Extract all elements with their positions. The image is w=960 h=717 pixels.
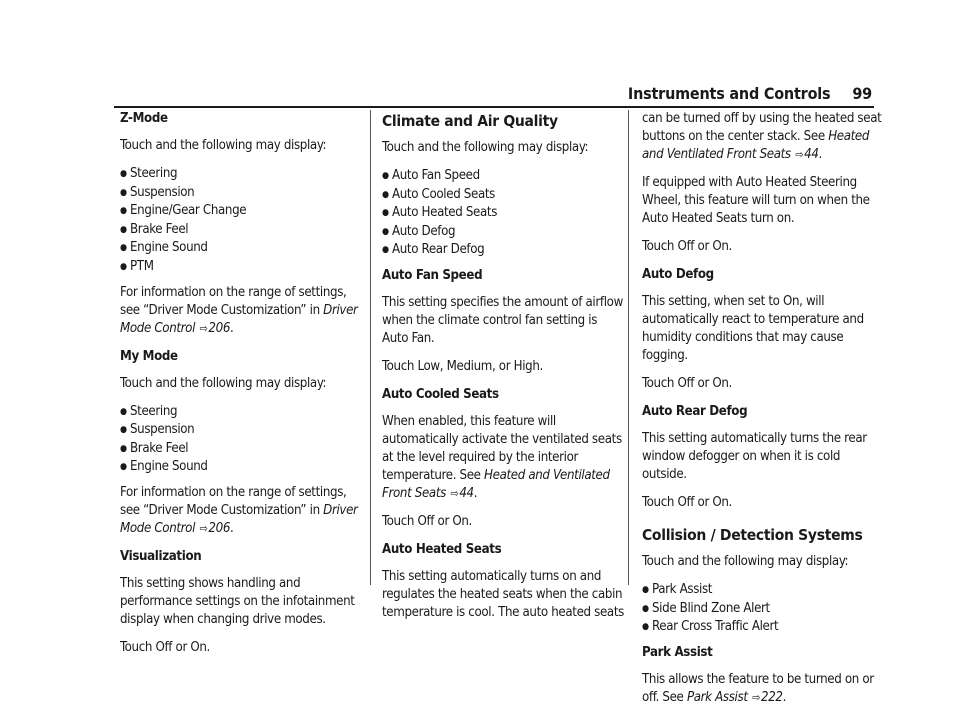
defog-touch: Touch Off or On.: [642, 376, 732, 391]
mymode-info-link[interactable]: Driver Mode Control: [120, 503, 358, 536]
climate-intro: Touch and the following may display:: [382, 140, 589, 155]
list-item: ● Auto Defog: [382, 223, 624, 241]
zmode-info-text: For information on the range of settings, see “Driver Mode Customization” in: [120, 284, 347, 318]
climate-list: [382, 167, 624, 259]
column-divider-left: [370, 110, 371, 585]
list-item: ● Engine Sound: [120, 239, 362, 257]
zmode-list: [120, 165, 362, 276]
park-text: [642, 671, 888, 707]
page-ref-arrow-icon: ⇨: [450, 487, 459, 500]
mymode-intro: Touch and the following may display:: [120, 375, 327, 391]
visualization-label: Visualization: [120, 549, 202, 564]
column-1: [120, 110, 362, 667]
park-page[interactable]: 222: [761, 690, 783, 705]
list-item: ● Park Assist: [642, 581, 888, 599]
page-ref-arrow-icon: ⇨: [199, 522, 208, 535]
list-item: ● Steering: [120, 165, 362, 183]
page-header: [628, 84, 872, 103]
list-item: ● Engine Sound: [120, 458, 362, 476]
header-rule: [114, 106, 874, 108]
page-number: 99: [852, 84, 872, 103]
heated-cont-page[interactable]: 44: [804, 147, 819, 162]
list-item: ● Engine/Gear Change: [120, 202, 362, 220]
heated-cont-body: can be turned off by using the heated seat buttons on the center stack. See: [642, 111, 882, 144]
defog-text: This setting, when set to On, will automatically react to temperature and humidity conditions that may cause fogging.: [642, 294, 864, 363]
mymode-info-end: .: [230, 521, 234, 536]
zmode-info-end: .: [230, 320, 234, 336]
section-title: Instruments and Controls: [627, 84, 831, 103]
list-item: ● Brake Feel: [120, 440, 362, 458]
visualization-text: This setting shows handling and performance settings on the infotainment display when changing drive modes.: [120, 576, 355, 627]
page-ref-arrow-icon: ⇨: [752, 691, 761, 704]
mymode-list: [120, 403, 362, 477]
list-item: ● Auto Cooled Seats: [382, 186, 624, 204]
column-2: [382, 110, 624, 632]
list-item: ● Auto Fan Speed: [382, 167, 624, 185]
heated-cont-end: .: [818, 147, 822, 162]
heated-text: This setting automatically turns on and regulates the heated seats when the cabin temperature is cool. The auto heated seats: [382, 569, 624, 620]
fan-text: This setting specifies the amount of airflow when the climate control fan setting is Auto Fan.: [382, 295, 623, 346]
rear-defog-label: Auto Rear Defog: [642, 404, 748, 419]
page-ref-arrow-icon: ⇨: [199, 321, 208, 335]
touch-off-on: Touch Off or On.: [642, 239, 732, 254]
list-item: ● Suspension: [120, 184, 362, 202]
zmode-info-page[interactable]: 206: [208, 320, 231, 336]
park-label: Park Assist: [642, 645, 713, 660]
zmode-label: Z-Mode: [120, 111, 168, 126]
list-item: ● Steering: [120, 403, 362, 421]
list-item: ● Auto Rear Defog: [382, 241, 624, 259]
cooled-link[interactable]: Heated and Ventilated Front Seats: [382, 468, 610, 501]
cooled-end: .: [473, 486, 478, 501]
cooled-text: [382, 413, 624, 503]
list-item: ● Auto Heated Seats: [382, 204, 624, 222]
zmode-intro: Touch and the following may display:: [120, 138, 327, 153]
list-item: ● Suspension: [120, 421, 362, 439]
column-3: [642, 110, 888, 717]
zmode-info: [120, 284, 362, 338]
mymode-info-page[interactable]: 206: [208, 521, 231, 536]
heated-label: Auto Heated Seats: [382, 542, 502, 557]
mymode-info-text: For information on the range of settings, see “Driver Mode Customization” in: [120, 485, 347, 518]
climate-heading: Climate and Air Quality: [382, 112, 558, 130]
visualization-touch: Touch Off or On.: [120, 640, 210, 655]
collision-intro: Touch and the following may display:: [642, 554, 849, 569]
park-end: .: [782, 690, 787, 705]
defog-label: Auto Defog: [642, 267, 714, 282]
mymode-label: My Mode: [120, 348, 178, 364]
collision-heading: Collision / Detection Systems: [642, 526, 863, 544]
cooled-touch: Touch Off or On.: [382, 514, 472, 529]
heated-cont-link[interactable]: Heated and Ventilated Front Seats: [642, 129, 870, 162]
mymode-info: [120, 484, 362, 538]
zmode-info-link[interactable]: Driver Mode Control: [120, 302, 358, 336]
list-item: ● Rear Cross Traffic Alert: [642, 618, 888, 636]
list-item: ● Brake Feel: [120, 221, 362, 239]
collision-list: [642, 581, 888, 636]
page-ref-arrow-icon: ⇨: [795, 148, 804, 161]
cooled-label: Auto Cooled Seats: [382, 387, 499, 402]
list-item: ● Side Blind Zone Alert: [642, 600, 888, 618]
park-link[interactable]: Park Assist: [686, 690, 748, 705]
column-divider-right: [628, 110, 629, 585]
fan-label: Auto Fan Speed: [382, 268, 483, 283]
list-item: ● PTM: [120, 258, 362, 276]
fan-touch: Touch Low, Medium, or High.: [382, 359, 543, 374]
rear-defog-touch: Touch Off or On.: [642, 495, 732, 510]
steering-text: If equipped with Auto Heated Steering Wheel, this feature will turn on when the Auto Heated Seats turn on.: [642, 175, 870, 226]
park-text-body: This allows the feature to be turned on or off. See: [642, 672, 874, 705]
cooled-text-body: When enabled, this feature will automatically activate the ventilated seats at the level required by the interior temperature. See: [382, 414, 622, 483]
rear-defog-text: This setting automatically turns the rear window defogger on when it is cold outside.: [642, 431, 867, 482]
heated-cont-text: [642, 110, 888, 164]
cooled-page[interactable]: 44: [459, 486, 474, 501]
